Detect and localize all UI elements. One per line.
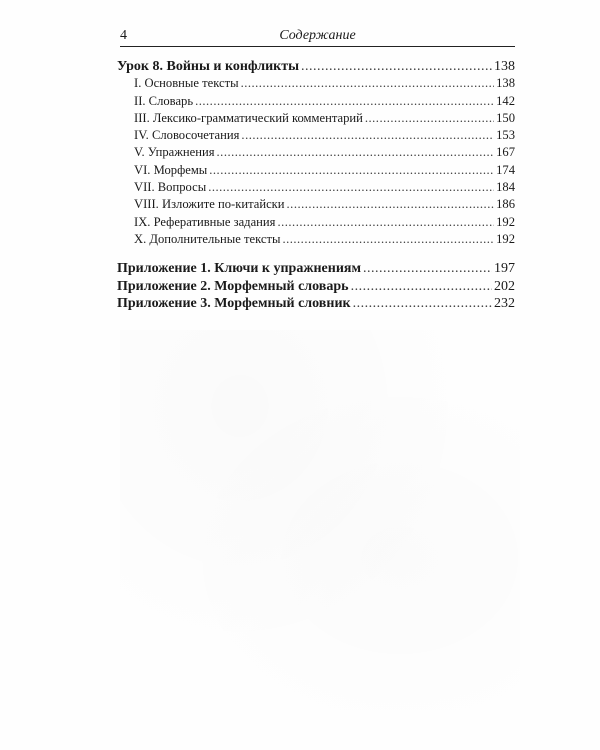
toc-item-label: II. Словарь	[134, 93, 194, 108]
toc-item-label: VI. Морфемы	[134, 162, 208, 177]
toc-item	[117, 214, 515, 231]
leader-dots	[287, 196, 495, 213]
toc-item	[117, 110, 515, 127]
toc-item-label: X. Дополнительные тексты	[134, 231, 281, 246]
leader-dots	[277, 214, 494, 231]
toc-appendix-row	[117, 295, 515, 312]
leader-dots	[282, 231, 494, 248]
toc-lesson-title: Урок 8. Войны и конфликты	[117, 59, 300, 74]
toc-item	[117, 231, 515, 248]
leader-dots	[351, 278, 492, 295]
show-through-texture	[120, 330, 520, 710]
toc-item-label: I. Основные тексты	[134, 76, 239, 91]
toc-item	[117, 179, 515, 196]
page-number: 4	[120, 28, 127, 43]
toc-item-label: IV. Словосочетания	[134, 128, 240, 143]
toc-item-page: 174	[496, 162, 515, 177]
leader-dots	[365, 110, 494, 127]
toc-item-label: VIII. Изложите по-китайски	[134, 197, 285, 212]
toc-appendix-page: 232	[494, 295, 515, 311]
toc-appendix-row	[117, 260, 515, 277]
toc-item	[117, 162, 515, 179]
toc-item-page: 142	[496, 93, 515, 108]
toc-item-page: 192	[496, 231, 515, 246]
leader-dots	[353, 295, 492, 312]
toc-item	[117, 93, 515, 110]
page-header	[120, 28, 515, 47]
toc-item-page: 153	[496, 128, 515, 143]
leader-dots	[208, 179, 494, 196]
toc-appendix-title: Приложение 3. Морфемный словник	[117, 295, 351, 311]
toc-item-label: III. Лексико-грамматический комментарий	[134, 110, 363, 125]
toc-appendix-row	[117, 278, 515, 295]
toc-item-page: 138	[496, 76, 515, 91]
toc-item	[117, 127, 515, 144]
leader-dots	[195, 93, 494, 110]
toc-item	[117, 75, 515, 92]
toc-item-label: IX. Реферативные задания	[134, 214, 276, 229]
leader-dots	[301, 58, 492, 75]
toc-appendix-page: 202	[494, 278, 515, 294]
table-of-contents	[117, 58, 515, 312]
toc-item-label: V. Упражнения	[134, 145, 215, 160]
leader-dots	[363, 260, 492, 277]
leader-dots	[241, 127, 494, 144]
toc-lesson-row	[117, 58, 515, 75]
leader-dots	[217, 144, 495, 161]
leader-dots	[209, 162, 494, 179]
toc-item-page: 186	[496, 197, 515, 212]
toc-item	[117, 144, 515, 161]
toc-appendix-title: Приложение 2. Морфемный словарь	[117, 278, 349, 294]
toc-appendix-title: Приложение 1. Ключи к упражнениям	[117, 261, 362, 277]
toc-item-page: 192	[496, 214, 515, 229]
toc-item-page: 150	[496, 110, 515, 125]
toc-item-page: 167	[496, 145, 515, 160]
section-gap	[117, 248, 515, 260]
toc-item-page: 184	[496, 180, 515, 195]
toc-item	[117, 196, 515, 213]
running-title: Содержание	[279, 28, 356, 43]
leader-dots	[241, 75, 495, 92]
toc-lesson-page: 138	[494, 59, 515, 74]
toc-item-label: VII. Вопросы	[134, 180, 207, 195]
toc-appendix-page: 197	[494, 261, 515, 277]
